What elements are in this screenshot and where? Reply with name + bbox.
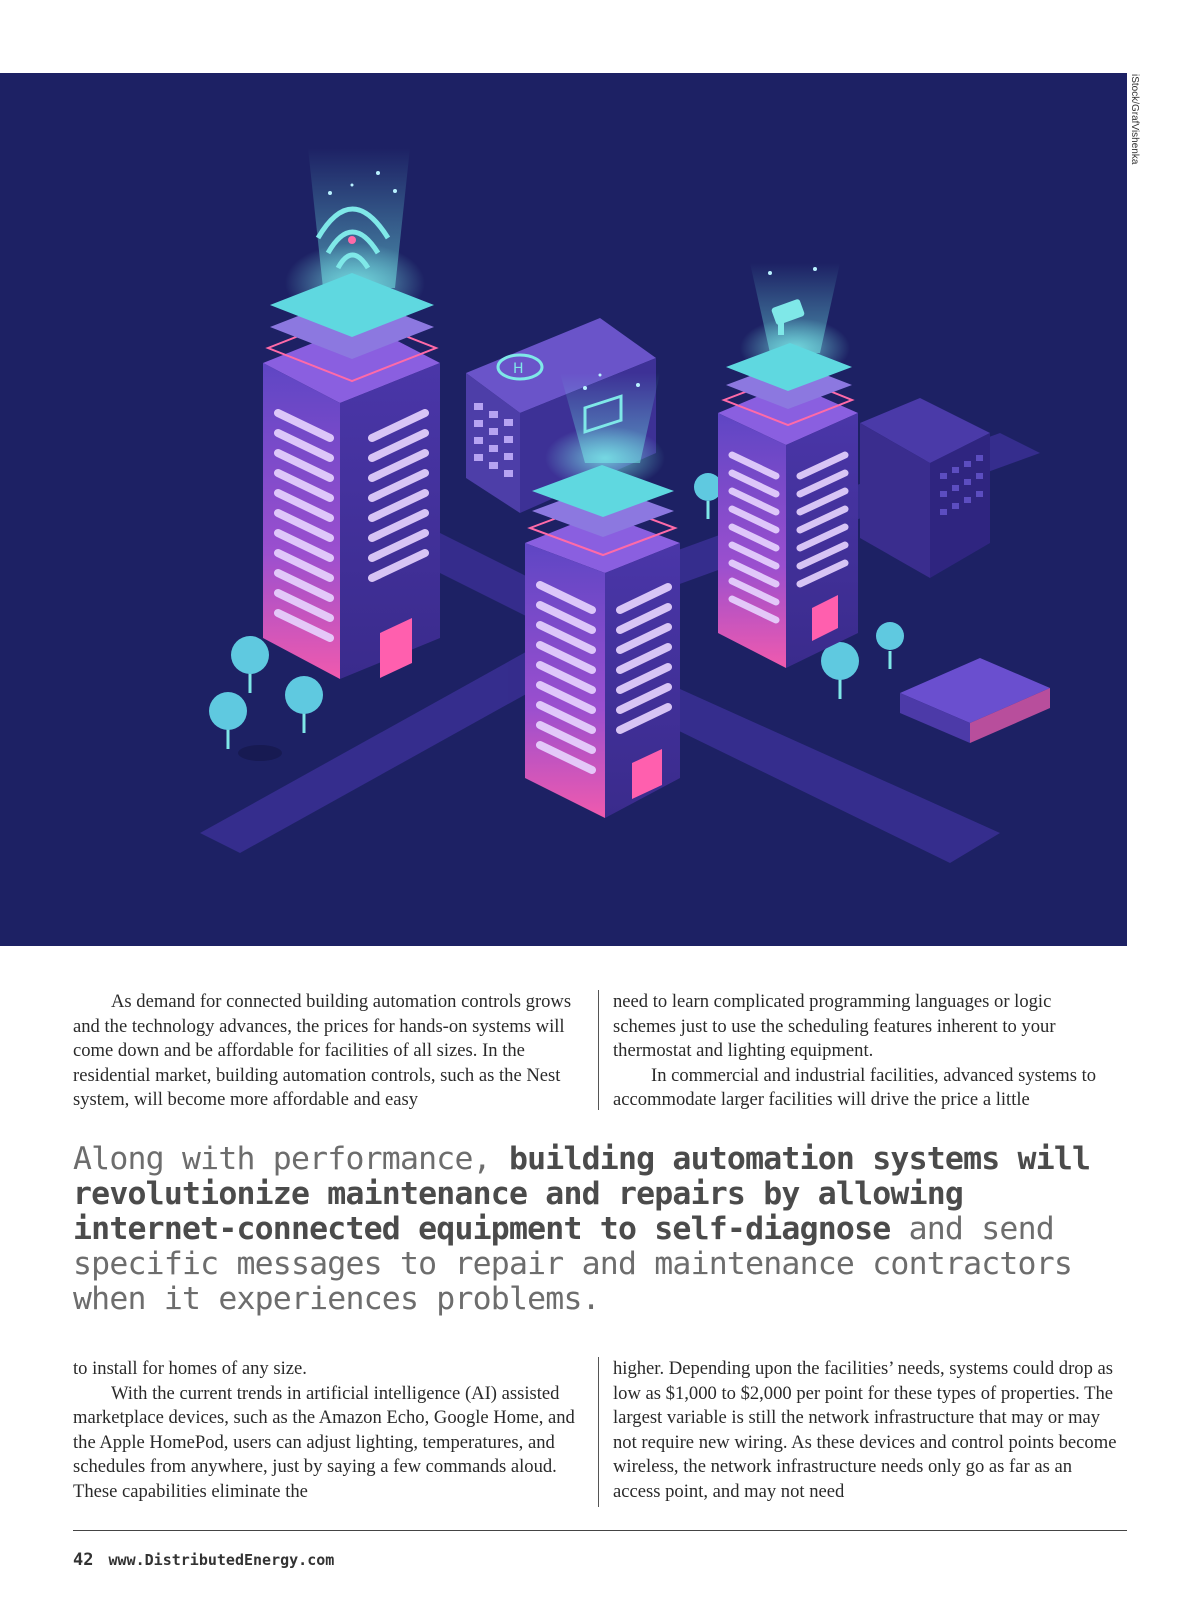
hero-illustration	[0, 73, 1127, 946]
body-column-left-top	[73, 990, 585, 1113]
paragraph: need to learn complicated programming languages or logic schemes just to use the scheduling features inherent to your thermostat and lighting equipment.	[613, 991, 1056, 1062]
footer-rule	[73, 1530, 1127, 1531]
body-column-right-bottom	[613, 1357, 1118, 1505]
body-column-left-bottom	[73, 1357, 585, 1505]
paragraph: With the current trends in artificial intelligence (AI) assisted marketplace devices, such as the Amazon Echo, Google Home, and the Apple HomePod, users can adjust lighting, temperatures, and schedules from anywhere, just by saying a few commands aloud. These capabilities eliminate the	[73, 1382, 575, 1502]
pull-quote-tail: and send specific messages to repair and maintenance contractors when it experiences problems.	[73, 1211, 1073, 1317]
pull-quote	[73, 1142, 1133, 1317]
photo-credit-text: iStock/GrafVishenka	[1129, 74, 1140, 165]
column-divider-top	[598, 990, 599, 1110]
pull-quote-lead: Along with performance,	[73, 1141, 509, 1177]
footer-url[interactable]: www.DistributedEnergy.com	[108, 1551, 335, 1569]
page-footer	[73, 1550, 334, 1570]
paragraph: higher. Depending upon the facilities’ needs, systems could drop as low as $1,000 to $2,000 per point for these types of properties. The largest variable is still the network infrastructure that may or may not require new wiring. As these devices and control points become wireless, the network infrastructure needs only go as far as an access point, and may not need	[613, 1358, 1117, 1502]
page-number: 42	[73, 1550, 94, 1570]
paragraph: to install for homes of any size.	[73, 1358, 307, 1379]
paragraph: As demand for connected building automation controls grows and the technology advances, the prices for hands-on systems will come down and be affordable for facilities of all sizes. In the residential market, building automation controls, such as the Nest system, will become more affordable and easy	[73, 991, 572, 1111]
column-divider-bottom	[598, 1357, 599, 1507]
body-column-right-top	[613, 990, 1118, 1113]
svg-text:H: H	[513, 361, 524, 377]
pull-quote-bold: building automation systems will revolutionize maintenance and repairs by allowing internet-connected equipment to self-diagnose	[73, 1141, 1091, 1247]
photo-credit	[1128, 74, 1142, 174]
paragraph: In commercial and industrial facilities, advanced systems to accommodate larger facilities will drive the price a little	[613, 1064, 1097, 1111]
